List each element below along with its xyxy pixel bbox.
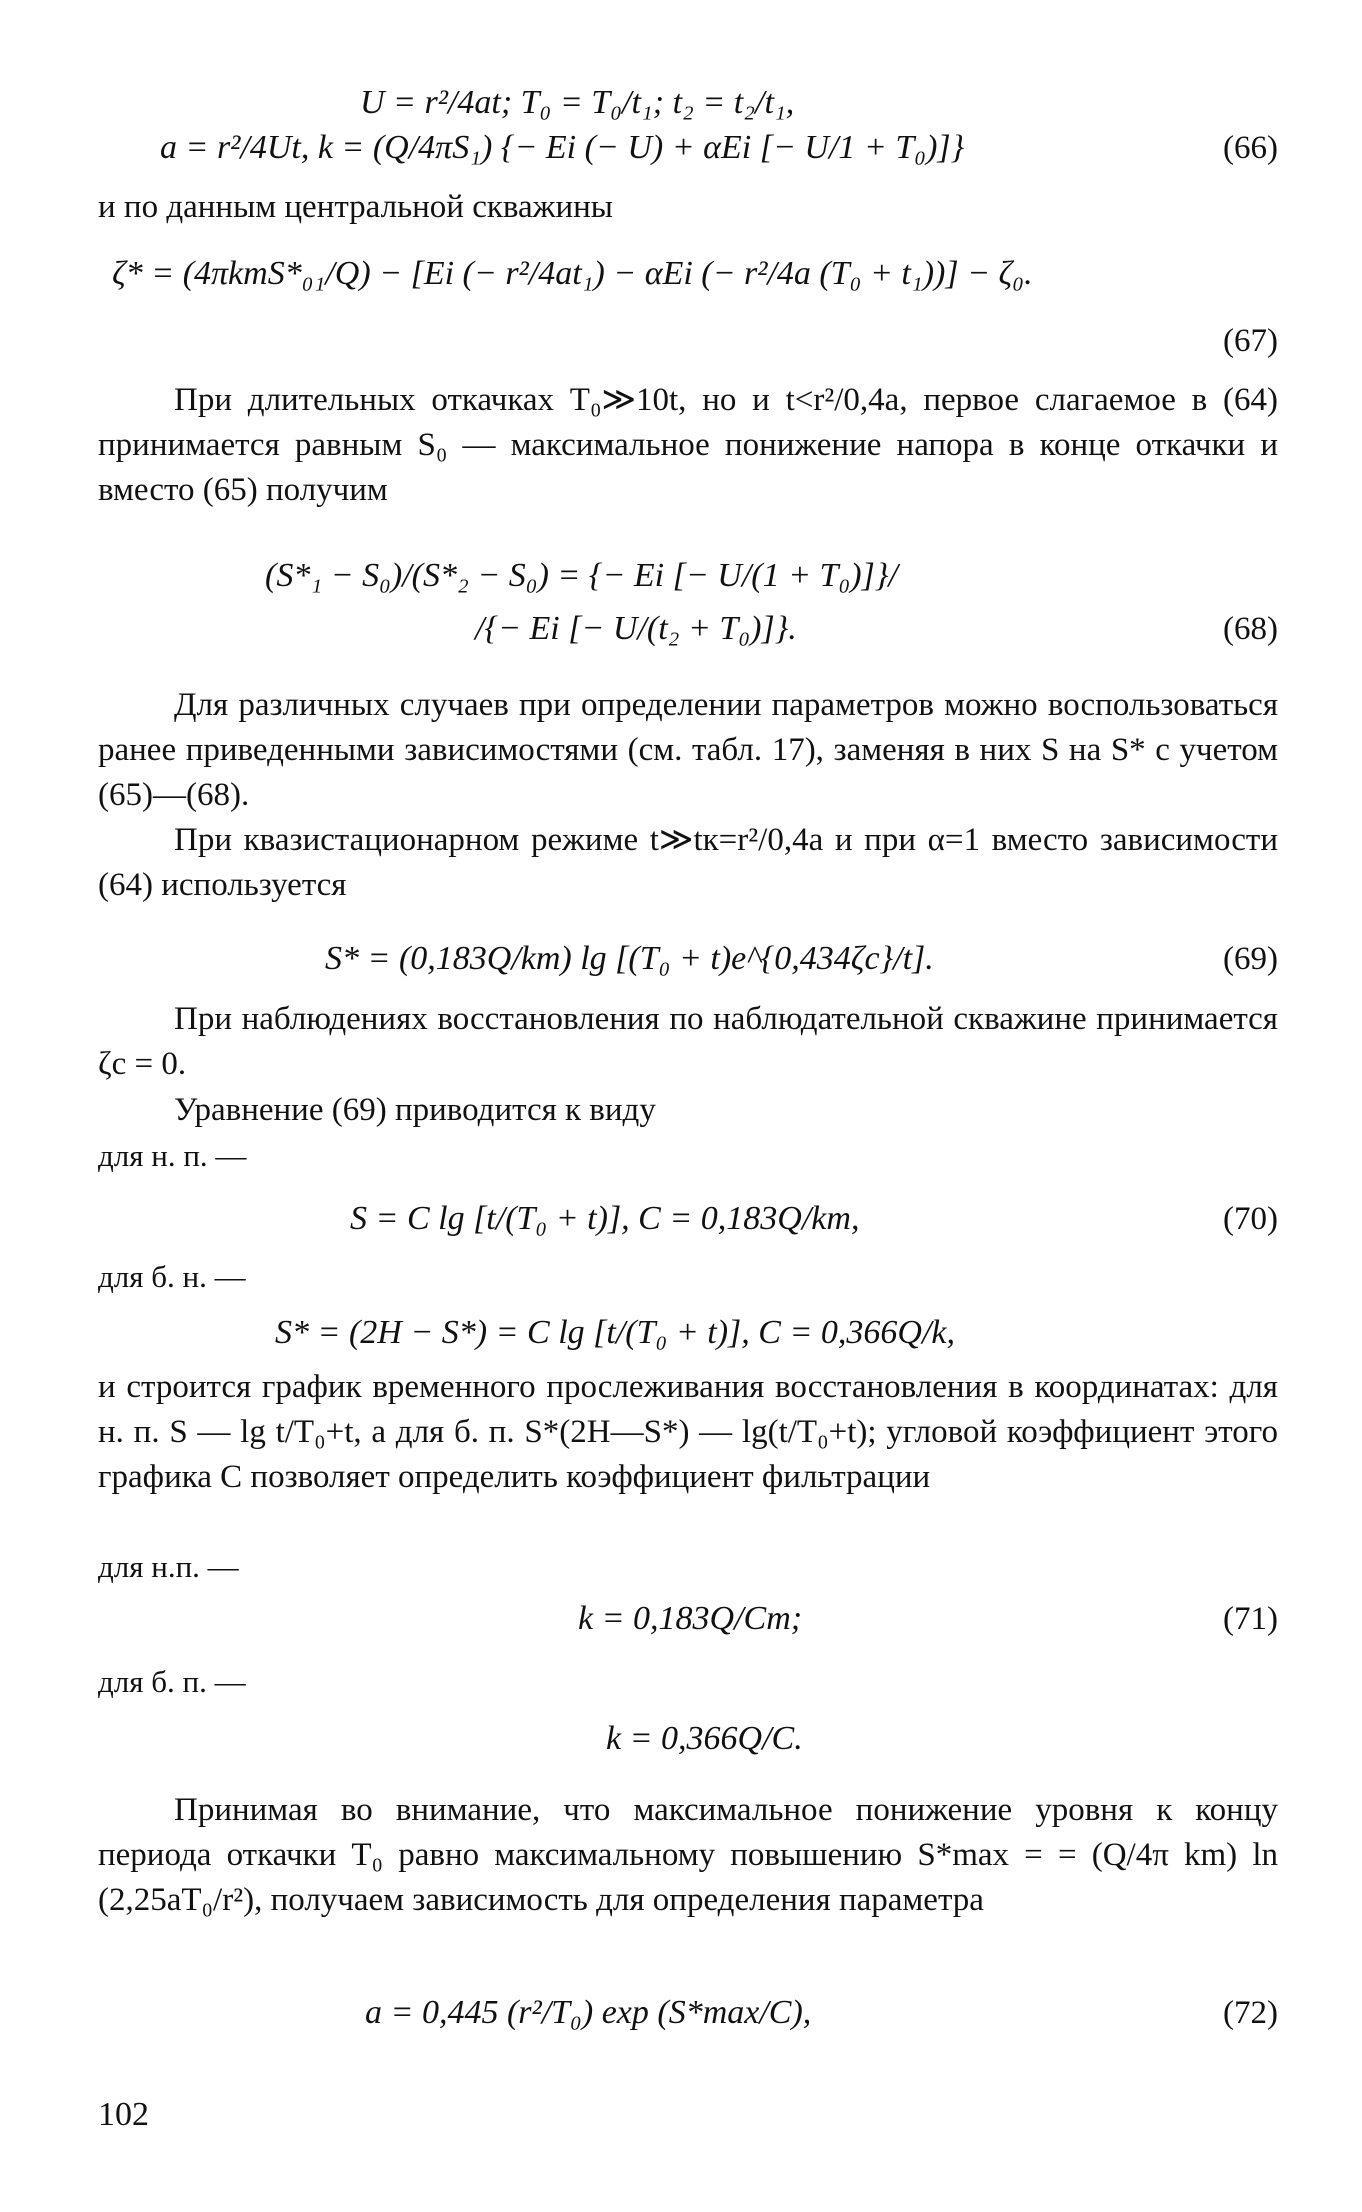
equation-68-line-1: (S*₁ − S₀)/(S*₂ − S₀) = {− Ei [− U/(1 + T₀)]}/ [265, 557, 898, 594]
equation-66: a = r²/4Ut, k = (Q/4πS₁) {− Ei (− U) + αEi [− U/1 + T₀)]} [160, 129, 965, 166]
paragraph-cases: Для различных случаев при определении параметров можно воспользоваться ранее приведенными зависимостями (см. табл. 17), заменяя в них S на S* с учетом (65)—(68). [98, 687, 1278, 813]
equation-67-number: (67) [1223, 323, 1278, 359]
equation-70: S = C lg [t/(T₀ + t)], C = 0,183Q/km, [350, 1200, 860, 1237]
paragraph-quasistationary: При квазистационарном режиме t≫tк=r²/0,4a и при α=1 вместо зависимости (64) используется [98, 822, 1278, 903]
equation-69-number: (69) [1223, 941, 1278, 977]
equation-71-number: (71) [1223, 1601, 1278, 1637]
page-number: 102 [98, 2096, 149, 2133]
equation-72-number: (72) [1223, 1995, 1278, 2031]
equation-70b: S* = (2H − S*) = C lg [t/(T₀ + t)], C = 0,366Q/k, [275, 1314, 955, 1351]
equation-70-number: (70) [1223, 1201, 1278, 1237]
equation-71: k = 0,183Q/Cm; [578, 1600, 803, 1637]
label-bp: для б. п. — [98, 1664, 246, 1699]
label-bn: для б. н. — [98, 1259, 246, 1294]
equation-71b: k = 0,366Q/C. [606, 1720, 803, 1757]
equation-68-number: (68) [1223, 611, 1278, 647]
equation-72: a = 0,445 (r²/T₀) exp (S*max/C), [365, 1994, 812, 2031]
equation-69: S* = (0,183Q/km) lg [(T₀ + t)e^{0,434ζc}/t]. [325, 940, 934, 977]
label-np-2: для н.п. — [98, 1549, 239, 1584]
paragraph-max: Принимая во внимание, что максимальное понижение уровня к концу периода откачки T₀ равно максимальному повышению S*max = = (Q/4π km) ln (2,25aT₀/r²), получаем зависимость для определения параметра [98, 1792, 1278, 1918]
paragraph-observation: При наблюдениях восстановления по наблюдательной скважине принимается ζc = 0. [98, 1001, 1278, 1082]
equation-header-definitions: U = r²/4at; T₀ = T₀/t₁; t₂ = t₂/t₁, [360, 84, 795, 121]
text-central-well: и по данным центральной скважины [98, 189, 613, 225]
paragraph-graph: и строится график временного прослеживания восстановления в координатах: для н. п. S — lg t/T₀+t, а для б. п. S*(2H—S*) — lg(t/T₀+t); угловой коэффициент этого графика C позволяет определить коэффициент фильтрации [98, 1369, 1278, 1495]
paragraph-eq69-form: Уравнение (69) приводится к виду [174, 1092, 656, 1128]
equation-66-number: (66) [1223, 130, 1278, 166]
label-np-1: для н. п. — [98, 1138, 247, 1173]
paragraph-long-pumping: При длительных откачках T₀≫10t, но и t<r²/0,4a, первое слагаемое в (64) принимается равным S₀ — максимальное понижение напора в конце откачки и вместо (65) получим [98, 382, 1278, 508]
equation-67: ζ* = (4πkmS*₀₁/Q) − [Ei (− r²/4at₁) − αEi (− r²/4a (T₀ + t₁))] − ζ₀. [112, 255, 1033, 292]
equation-68-line-2: /{− Ei [− U/(t₂ + T₀)]}. [475, 610, 797, 647]
